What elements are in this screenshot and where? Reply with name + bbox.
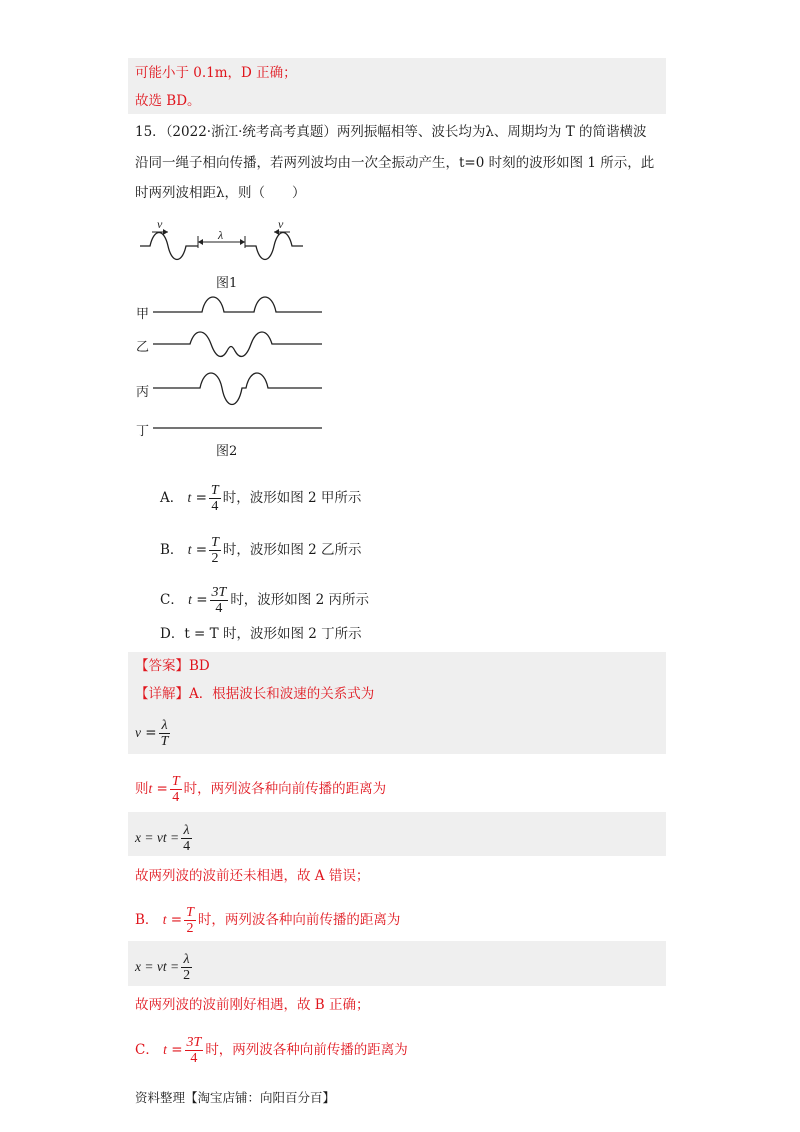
formula-3-fraction	[181, 952, 192, 983]
option-a-den: 4	[211, 499, 219, 514]
question-line-1	[135, 122, 647, 142]
option-a-prefix: A．	[160, 490, 184, 506]
c-var: t	[163, 1042, 167, 1057]
formula-1-fraction	[159, 718, 171, 749]
lambda-arrow-head-left	[198, 239, 203, 245]
answer-shade-2	[128, 812, 666, 856]
option-c: C． t = $\frac{3T}{4}$ 时，波形如图 2 丙所示	[160, 585, 369, 616]
option-b-prefix: B．	[160, 542, 184, 558]
figure-2-row-label-yi: 乙	[136, 340, 150, 355]
formula-2-lhs: x = vt =	[135, 830, 180, 845]
top-line-1: 可能小于 0.1m，D 正确；	[135, 65, 297, 81]
option-b-fraction	[209, 535, 221, 566]
b-num: T	[186, 905, 194, 920]
figure-2-caption: 图2	[216, 444, 238, 459]
conclusion-b: 故两列波的波前刚好相遇，故 B 正确；	[135, 997, 370, 1013]
formula-2	[135, 823, 194, 854]
formula-2-fraction	[181, 823, 192, 854]
v-label-right: v	[278, 217, 284, 231]
c-line: C． t = $\frac{3T}{4}$ 时，两列波各种向前传播的距离为	[135, 1035, 408, 1066]
option-b: B． t = $\frac{T}{2}$ 时，波形如图 2 乙所示	[160, 535, 362, 566]
option-b-num: T	[211, 535, 219, 550]
then-var: t	[148, 781, 153, 796]
option-d-text: t = T 时，波形如图 2 丁所示	[184, 626, 362, 642]
c-post: 时，两列波各种向前传播的距离为	[205, 1042, 408, 1058]
v-arrow-left-head	[163, 229, 168, 235]
option-b-den: 2	[211, 551, 219, 566]
option-c-text: 时，波形如图 2 丙所示	[230, 592, 369, 608]
formula-3	[135, 952, 194, 983]
option-d	[160, 624, 362, 644]
top-line-2: 故选 BD。	[135, 93, 201, 109]
lambda-arrow-head-right	[240, 239, 245, 245]
c-den: 4	[190, 1051, 198, 1066]
question-line-2: 沿同一绳子相向传播，若两列波均由一次全振动产生，t=0 时刻的波形如图 1 所示，此	[135, 155, 655, 171]
then-line: 则t = $\frac{T}{4}$ 时，两列波各种向前传播的距离为	[135, 774, 387, 805]
answer-shade-3	[128, 941, 666, 986]
option-d-prefix: D．	[160, 626, 185, 642]
figure-1-wave-left	[140, 233, 198, 260]
formula-3-den: 2	[183, 968, 191, 983]
figure-2	[150, 290, 325, 440]
then-den: 4	[172, 790, 180, 805]
c-num: 3T	[186, 1035, 202, 1050]
option-c-fraction	[210, 585, 229, 616]
formula-1-lhs: v	[135, 725, 141, 740]
b-pre: B．	[135, 912, 159, 928]
option-b-var: t	[187, 542, 192, 557]
conclusion-a: 故两列波的波前还未相遇，故 A 错误；	[135, 868, 370, 884]
b-var: t	[162, 912, 167, 927]
option-c-num: 3T	[211, 585, 227, 600]
then-pre: 则	[135, 781, 149, 797]
figure-1	[138, 218, 308, 270]
wave-yi	[153, 332, 322, 356]
option-a-text: 时，波形如图 2 甲所示	[222, 490, 362, 506]
then-fraction	[170, 774, 182, 805]
option-a-num: T	[210, 483, 219, 498]
b-line: B． t = $\frac{T}{2}$ 时，两列波各种向前传播的距离为	[135, 905, 401, 936]
b-den: 2	[186, 921, 194, 936]
figure-1-wave-right	[245, 233, 303, 260]
figure-2-row-label-ding: 丁	[136, 424, 150, 439]
b-post: 时，两列波各种向前传播的距离为	[197, 912, 401, 928]
page-footer: 资料整理【淘宝店铺：向阳百分百】	[135, 1090, 336, 1105]
figure-2-row-label-jia: 甲	[136, 307, 150, 322]
option-c-den: 4	[215, 601, 223, 616]
c-pre: C．	[135, 1042, 159, 1058]
formula-1: v = $\frac{\lambda}{T}$	[135, 718, 169, 749]
option-a: A． t = $\frac{T}{4}$ 时，波形如图 2 甲所示	[160, 483, 362, 514]
lambda-label: λ	[218, 228, 224, 242]
wave-bing	[153, 373, 322, 405]
option-b-text: 时，波形如图 2 乙所示	[222, 542, 362, 558]
detail-label: 【详解】A．根据波长和波速的关系式为	[135, 686, 375, 702]
answer-label: 【答案】BD	[135, 658, 210, 674]
b-fraction	[184, 905, 196, 936]
figure-2-row-label-bing: 丙	[136, 385, 150, 400]
question-number: 15．	[135, 124, 166, 140]
c-fraction	[185, 1035, 204, 1066]
question-text-1: （2022·浙江·统考高考真题）两列振幅相等、波长均为λ、周期均为 T 的简谐横波	[165, 124, 647, 140]
then-post: 时，两列波各种向前传播的距离为	[183, 781, 387, 797]
formula-1-num: λ	[159, 718, 171, 734]
question-line-3: 时两列波相距λ，则（ ）	[135, 185, 306, 201]
option-a-var: t	[187, 490, 192, 505]
formula-1-den: T	[160, 734, 169, 749]
then-num: T	[171, 774, 180, 789]
option-a-fraction	[209, 483, 221, 514]
figure-1-caption: 图1	[216, 276, 238, 291]
v-label-left: v	[157, 217, 163, 231]
wave-jia	[153, 297, 322, 312]
option-c-prefix: C．	[160, 592, 184, 608]
formula-2-num: λ	[181, 823, 192, 839]
formula-3-num: λ	[181, 952, 192, 968]
formula-2-den: 4	[183, 839, 191, 854]
option-c-var: t	[188, 592, 192, 607]
formula-3-lhs: x = vt =	[135, 959, 180, 974]
